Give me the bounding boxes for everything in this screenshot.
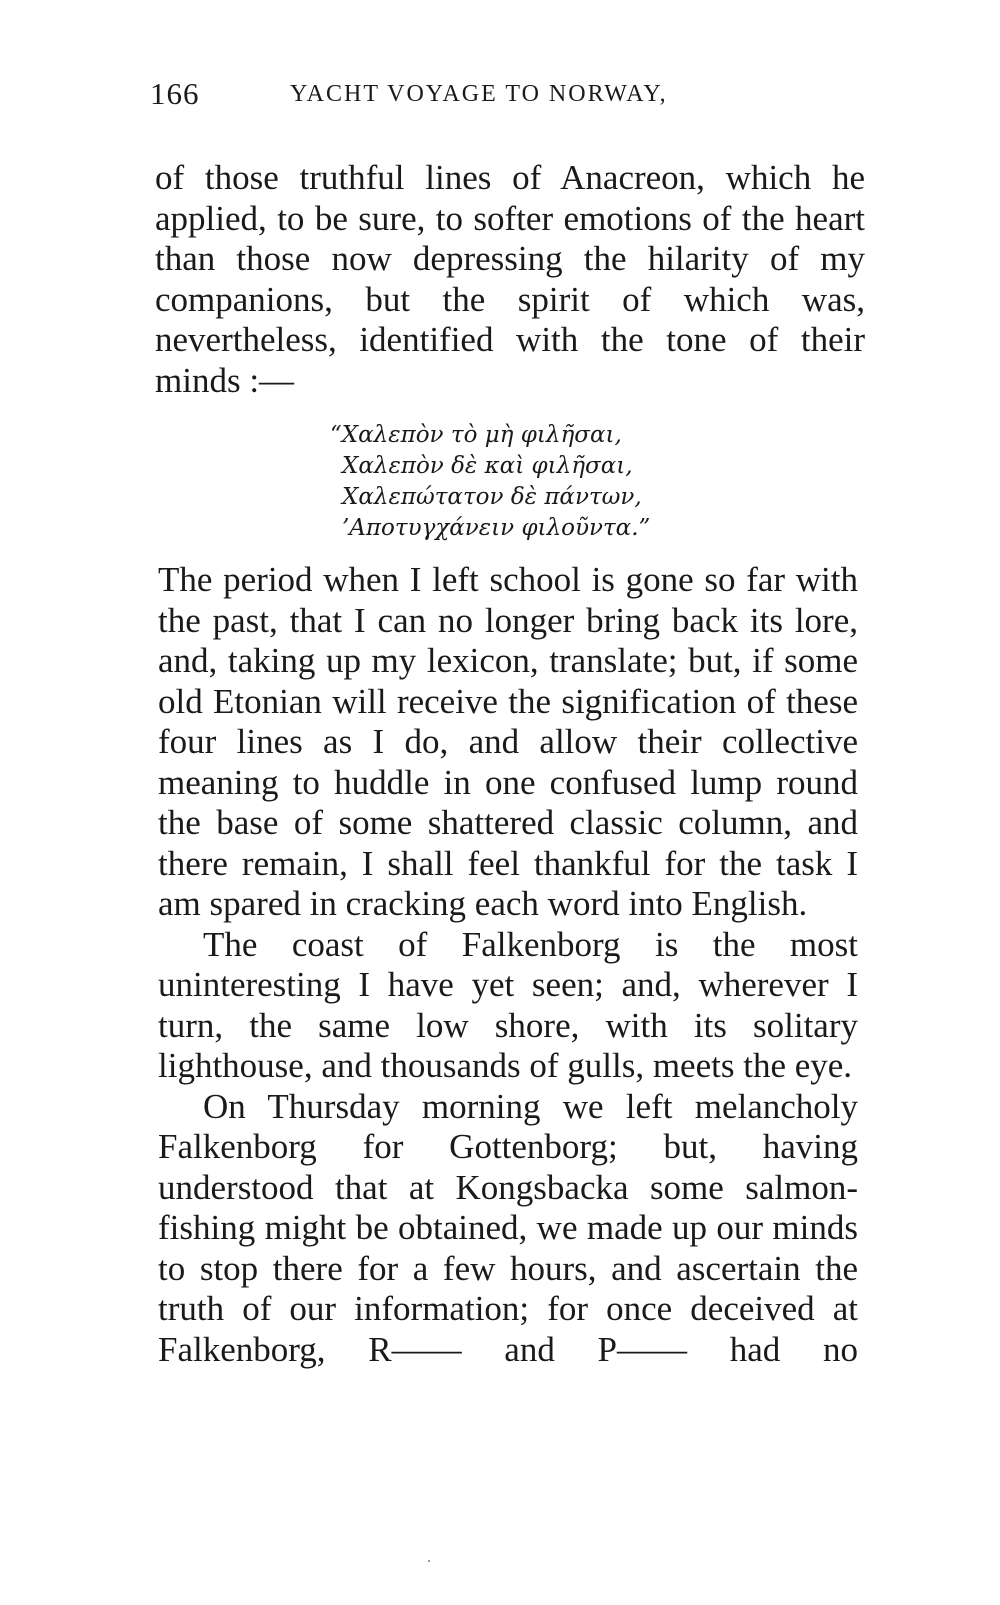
print-speck — [428, 1560, 430, 1562]
verse-line: “Χαλεπὸν τὸ μὴ φιλῆσαι, — [330, 422, 622, 448]
running-head — [150, 76, 870, 116]
paragraph-school: The period when I left school is gone so far with the past, that I can no longer bring back its lore, and, taking up my lexicon, translate; but, if some old Etonian will receive the signification of these four lines as I do, and allow their collective meaning to huddle in one confused lump round the base of some shattered classic column, and there remain, I shall feel thankful for the task I am spared in cracking each word into English. — [158, 560, 858, 923]
text-block-main — [158, 560, 858, 1370]
paragraph-anacreon: of those truthful lines of Anacreon, which he applied, to be sure, to softer emotions of the heart than those now depressing the hilarity of my companions, but the spirit of which was, nevertheless, identified with the tone of their minds :— — [155, 158, 865, 400]
paragraph-coast: The coast of Falkenborg is the most uninteresting I have yet seen; and, wherever I turn, the same low shore, with its solitary lighthouse, and thousands of gulls, meets the eye. — [158, 924, 858, 1085]
page-number: 166 — [150, 76, 200, 111]
verse-line: ’Αποτυγχάνειν φιλοῦντα.” — [342, 515, 651, 541]
verse-line: Χαλεπὸν δὲ καὶ φιλῆσαι, — [342, 453, 633, 479]
paragraph-thursday: On Thursday morning we left melancholy Falkenborg for Gottenborg; but, having understood that at Kongsbacka some salmon-fishing might be obtained, we made up our minds to stop there for a few hours, and ascertain the truth of our information; for once deceived at Falkenborg, R—— and P—— had no — [158, 1086, 858, 1369]
verse-line: Χαλεπώτατον δὲ πάντων, — [342, 484, 642, 510]
text-block-top — [155, 158, 865, 401]
greek-verse — [330, 420, 730, 544]
running-title: YACHT VOYAGE TO NORWAY, — [290, 81, 668, 107]
